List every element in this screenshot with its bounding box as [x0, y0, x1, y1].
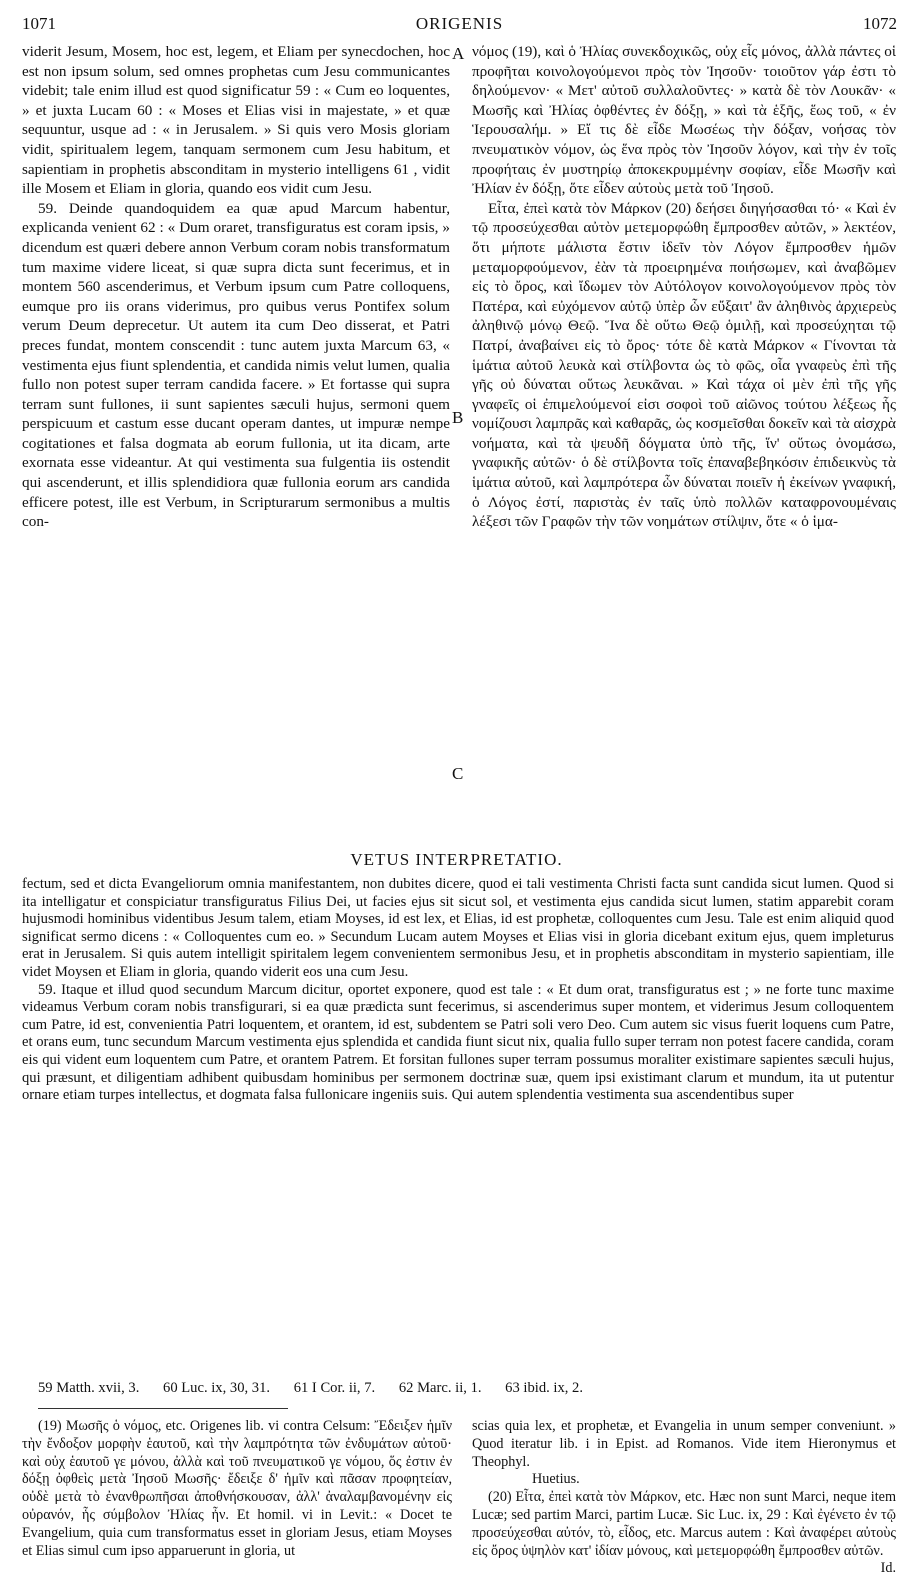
- vetus-paragraph: fectum, sed et dicta Evangeliorum omnia manifestantem, non dubites dicere, quod ei tali vestimenta Christi facta sunt candida sicut lumen. Quod si ita intelligatur et conspiciatur transfiguratus Filius Dei, ut facies ejus sit sicut sol, et vestimenta ejus candida sicut lumen, statim apparebit coram hujusmodi hominibus videntibus Jesum talem, etiam Moyses, id est lex, et Elias, id est prophetæ, colloquentes cum Jesu. Tale est enim aliquid quod significat sermo dicens : « Colloquentes cum eo. » Secundum Lucam autem Moyses et Elias visi in gloria dicebant exitum ejus, quem impleturus erat in Jerusalem. Si quis autem intelligit spiritalem legem convenientem sermonibus Jesu, et in prophetis absconditam in mysterio sapientiam, ille videt Moysen et Eliam in gloria, quando viderit eos una cum Jesu.: [22, 876, 894, 980]
- greek-paragraph: νόμος (19), καὶ ὁ Ἠλίας συνεκδοχικῶς, οὐχ εἷς μόνος, ἀλλὰ πάντες οἱ προφῆται κοινολογούμενοι πρὸς τὸν Ἰησοῦν· τοιοῦτον γάρ ἐστι τὸ δηλούμενον· « Μετ' αὐτοῦ συλλαλοῦντες· » κατὰ δὲ τὸν Λουκᾶν· « Μωσῆς καὶ Ἠλίας ὀφθέντες ἐν δόξῃ, » καὶ τὰ ἑξῆς, ἕως τοῦ, « ἐν Ἱερουσαλήμ. » Εἴ τις δὲ εἶδε Μωσέως τὴν δόξαν, νοήσας τὸν πνευματικὸν νόμον, ὡς ἕνα πρὸς τὸν Ἰησοῦν λόγον, καὶ τὴν ἐν τοῖς προφήταις ἐν μυστηρίῳ ἀποκεκρυμμένην σοφίαν, εἶδε Μωσῆν καὶ Ἠλίαν ἐν δόξῃ, ὅτε εἶδεν αὐτοὺς μετὰ τοῦ Ἰησοῦ.: [472, 43, 896, 198]
- footnotes-left-column: [22, 1418, 452, 1560]
- greek-paragraph: Εἶτα, ἐπεὶ κατὰ τὸν Μάρκον (20) δεήσει διηγήσασθαι τό· « Καὶ ἐν τῷ προσεύχεσθαι αὐτὸν μετεμορφώθη ἔμπροσθεν αὐτῶν, » λεκτέον, ὅτι μήποτε μάλιστα ἔστιν ἰδεῖν τὸν Λόγον ἔμπροσθεν ἡμῶν μεταμορφούμενον, ἐὰν τὰ προειρημένα ποιήσωμεν, καὶ ἀναβῶμεν εἰς τὸ ὄρος, καὶ ἴδωμεν τὸν Αὐτόλογον κοινολογούμενον πρὸς τὸν Πατέρα, καὶ εὐχόμενον αὐτῷ ὑπὲρ ὧν εὔξαιτ' ἂν ἀληθινὸς ἀρχιερεὺς ἀληθινῷ μόνῳ Θεῷ. Ἵνα δὲ οὕτω Θεῷ ὁμιλῇ, καὶ προσεύχηται τῷ Πατρί, ἀναβαίνει εἰς τὸ ὄρος· τότε δὲ κατὰ Μάρκον « Γίνονται τὰ ἱμάτια αὐτοῦ λευκὰ καὶ στίλβοντα ὡς τὸ φῶς, οἷα γναφεὺς ἐπὶ τῆς γῆς οὐ δύναται οὕτως λευκᾶναι. » Καὶ τάχα οἱ μὲν ἐπὶ τῆς γῆς γναφεῖς οἱ ἐπιμελούμενοί εἰσι σοφοὶ τοῦ αἰῶνος τούτου λέξεως ἧς νομίζουσι λαμπρᾶς καὶ καθαρᾶς, ὡς κοσμεῖσθαι δοκεῖν καὶ τὰ αἰσχρὰ νοήματα, καὶ τὰ ψευδῆ δόγματα ὑπὸ τῆς, ἵν' οὕτως ὀνομάσω, γναφικῆς αὐτῶν· ὁ δὲ στίλβοντα τοῖς ἐπαναβεβηκόσιν ἐπιδεικνὺς τὰ ἱμάτια αὐτοῦ, καὶ λαμπρότερα ὧν δύναται ποιεῖν ἡ ἐκείνων γναφική, ὁ Λόγος ἐστί, παριστὰς ἐν ταῖς ὑπὸ πολλῶν καταφρονουμέναις λέξεσι τῶν Γραφῶν τὴν τῶν νοημάτων στίλψιν, ὅτε « ὁ ἱμα-: [472, 199, 896, 531]
- vetus-interpretatio-text: [22, 876, 894, 1105]
- margin-letter-a: A: [452, 44, 465, 63]
- footnote-20: (20) Εἶτα, ἐπεὶ κατὰ τὸν Μάρκον, etc. Hæc non sunt Marci, neque item Lucæ; sed partim Marci, partim Lucæ. Sic Luc. ix, 29 : Καὶ ἐγένετο ἐν τῷ προσεύχεσθαι αὐτόν, τὸ, εἶδος, etc. Marcus autem : Καὶ ἀναφέρει αὐτοὺς εἰς ὄρος ὑψηλὸν κατ' ἰδίαν μόνους, καὶ μετεμορφώθη ἔμπροσθεν αὐτῶν.: [472, 1489, 896, 1559]
- vetus-paragraph: 59. Itaque et illud quod secundum Marcum dicitur, oportet exponere, quod est tale : « Et dum orat, transfiguratus est ; » ne forte tunc maxime videamus Verbum coram nobis transfigurari, si ea quæ prædicta sunt fecerimus, si ascenderimus super montem, et viderimus Jesum colloquentem cum Patre, id est, convenientia Patri loquentem, et orantem, id est, subdentem se Patri soli vero Deo. Cum autem sic visus fuerit loquens cum Patre, et orans eum, tunc secundum Marcum vestimenta ejus splendida et candida fiunt sicut nix, qualia fullo super terram non potest facere candida, coram eis qui vident eum loquentem cum Patre, et orantem Patrem. Et forsitan fullones super terram possumus moraliter existimare sapientes sæculi hujus, qui præsunt, et diligentiam adhibent quibusdam hominibus per sermonem doctrinæ suæ, quem ipsi existimant clarum et mundum, ita ut putentur ornare etiam turpes intellectus, et dogmata falsa fullonicare ingeniis suis. Qui autem splendentia vestimenta sua ascendentibus super: [22, 981, 894, 1104]
- reference-item: 62 Marc. ii, 1.: [398, 1380, 482, 1396]
- margin-letter-c: C: [452, 764, 464, 783]
- reference-item: 61 I Cor. ii, 7.: [293, 1380, 376, 1396]
- footnote-19-continued: scias quia lex, et prophetæ, et Evangelia in unum semper conveniunt. » Quod iteratur lib. i in Epist. ad Romanos. Vide item Hieronymus et Theophyl.: [472, 1418, 896, 1470]
- greek-text-column: [472, 42, 896, 532]
- page-number-left: 1071: [22, 14, 56, 33]
- running-title: ORIGENIS: [415, 14, 504, 33]
- reference-item: 59 Matth. xvii, 3.: [38, 1380, 140, 1396]
- page-number-right: 1072: [863, 14, 897, 33]
- latin-paragraph: 59. Deinde quandoquidem ea quæ apud Marcum habentur, explicanda venient 62 : « Dum oraret, transfiguratus est coram ipsis, » dicendum est quæri debere annon Verbum coram nobis transformatum tum maxime videre liceat, si quæ supra dicta sunt fecerimus, et in montem 560 ascenderimus, et Verbum ipsum cum Patre colloquens, eumque pro iis orans viderimus, pro quibus verus Pontifex solum verum Deum deprecetur. Ut autem ita cum Deo disserat, et Patri preces fundat, montem conscendit : tunc autem juxta Marcum 63, « vestimenta ejus fiunt splendentia, et candida nimis velut lumen, qualia fullo non potest super terram candida facere. » Et fortasse qui supra terram sunt fullones, ii sunt sapientes sæculi hujus, sermoni quem perspicuum et castum esse ducant operam dantes, ut impuræ nempe cogitationes et falsa dogmata ab eorum fullonia, ut ita dicam, arte exornata esse videantur. At qui vestimenta sua fulgentia iis ostendit qui ascenderunt, et illis splendidiora quæ fullonia eorum ars candida efficere potest, ille est Verbum, in Scripturarum sermonibus a multis con-: [22, 199, 450, 531]
- reference-item: 60 Luc. ix, 30, 31.: [163, 1380, 271, 1396]
- footnote-signature: Id.: [880, 1560, 896, 1577]
- footnote-signature: Huetius.: [532, 1471, 580, 1488]
- page-header: [22, 14, 897, 38]
- footnote-divider: [38, 1408, 288, 1409]
- footnotes-right-column: [472, 1418, 896, 1578]
- latin-paragraph: viderit Jesum, Mosem, hoc est, legem, et Eliam per synecdochen, hoc est non ipsum solum, sed omnes prophetas cum Jesu communicantes videbit; tale enim illud est quod significatur 59 : « Cum eo loquentes, » et juxta Lucam 60 : « Moses et Elias visi in majestate, » et quæ sequuntur, usque ad : « in Jerusalem. » Si quis vero Mosis gloriam vidit, spiritualem legem, tanquam sermonem cum Jesu habitum, et sapientiam in prophetis absconditam in mysterio intelligens 61 , vidit ille Mosem et Eliam in gloria, quando eos vidit cum Jesu.: [22, 43, 450, 198]
- latin-text-column: [22, 42, 450, 532]
- section-heading: VETUS INTERPRETATIO.: [350, 850, 563, 869]
- reference-item: 63 ibid. ix, 2.: [505, 1380, 584, 1396]
- margin-letter-b: B: [452, 408, 464, 427]
- footnote-19: (19) Μωσῆς ὁ νόμος, etc. Origenes lib. vi contra Celsum: Ἔδειξεν ἡμῖν τὴν ἔνδοξον μορφὴν ἑαυτοῦ, καὶ τὴν λαμπρότητα τῶν ἐνδυμάτων αὐτοῦ· καὶ οὐχ ἑαυτοῦ γε μόνου, ἀλλὰ καὶ τοῦ πνευματικοῦ γε νόμου, ὅς ἐστιν ἐν δόξῃ ὀφθεὶς μετὰ Ἰησοῦ Μωσῆς· ἔδειξε δ' ἡμῖν καὶ πᾶσαν προφητείαν, οὐδὲ μετὰ τὸ ἐνανθρωπῆσαι ἀποθνήσκουσαν, ἀλλ' ἀναλαμβανομένην εἰς οὐρανόν, ἧς σύμβολον Ἠλίας ἦν. Et homil. vi in Levit.: « Docet te Evangelium, quia cum transformatus esset in gloriam Jesus, etiam Moyses et Elias simul cum ipso apparuerunt in gloria, ut: [22, 1418, 452, 1559]
- scripture-references: [38, 1380, 898, 1397]
